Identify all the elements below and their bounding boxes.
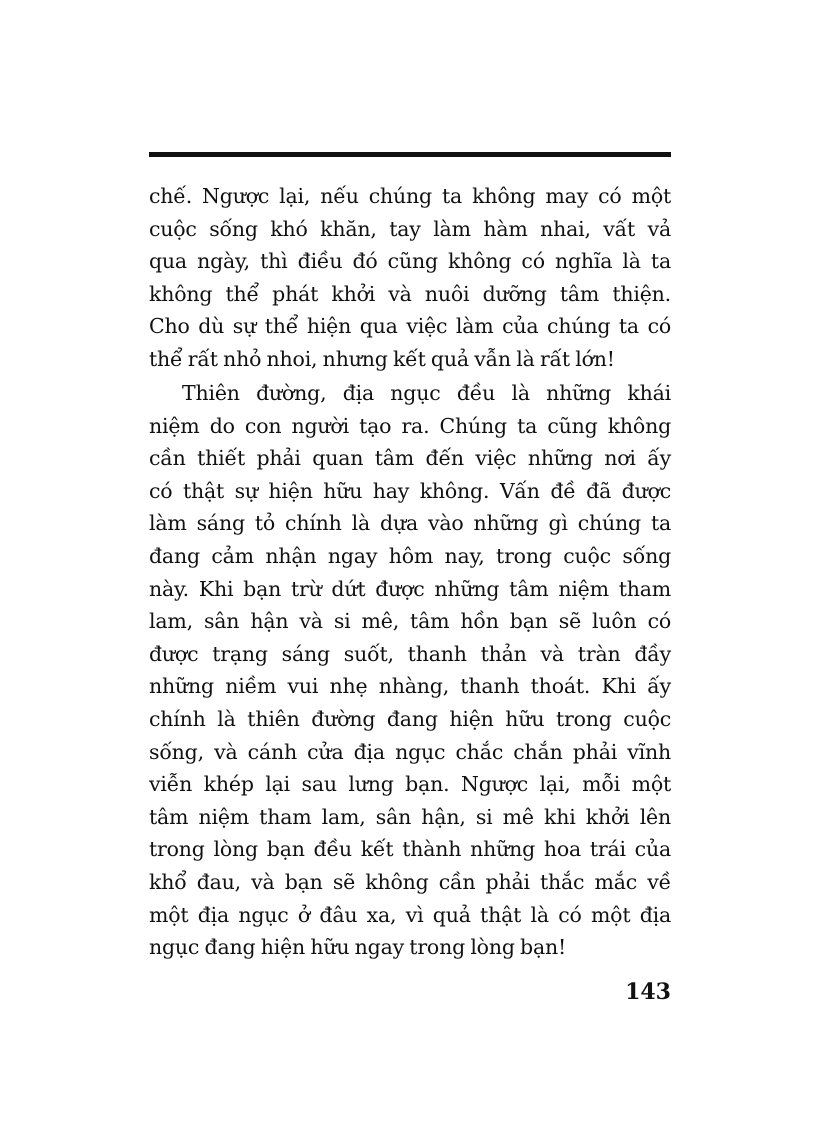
paragraph-2: [149, 377, 671, 964]
text-line: làm sáng tỏ chính là dựa vào những gì chúng ta: [149, 511, 671, 536]
text-line: đang cảm nhận ngay hôm nay, trong cuộc sống: [149, 543, 671, 568]
text-line: này. Khi bạn trừ dứt được những tâm niệm tham: [149, 576, 671, 601]
text-line: được trạng sáng suốt, thanh thản và tràn đầy: [149, 641, 671, 666]
text-line: Thiên đường, địa ngục đều là những khái: [182, 381, 671, 405]
page-number: 143: [625, 979, 671, 1005]
text-line: những niềm vui nhẹ nhàng, thanh thoát. Khi ấy: [149, 674, 671, 699]
text-line: chế. Ngược lại, nếu chúng ta không may có một: [149, 184, 671, 208]
text-line: một địa ngục ở đâu xa, vì quả thật là có một địa: [149, 902, 671, 927]
text-line: lam, sân hận và si mê, tâm hồn bạn sẽ luôn có: [149, 609, 671, 634]
text-line: trong lòng bạn đều kết thành những hoa trái của: [149, 837, 671, 862]
text-line: qua ngày, thì điều đó cũng không có nghĩa là ta: [149, 249, 671, 274]
text-line: cuộc sống khó khăn, tay làm hàm nhai, vất vả: [149, 216, 671, 241]
text-line: tâm niệm tham lam, sân hận, si mê khi khởi lên: [149, 804, 671, 829]
text-line: Cho dù sự thể hiện qua việc làm của chúng ta có: [149, 314, 671, 339]
text-line: niệm do con người tạo ra. Chúng ta cũng không: [149, 413, 671, 438]
header-rule: [149, 152, 671, 157]
text-line: khổ đau, và bạn sẽ không cần phải thắc mắc về: [149, 869, 671, 894]
paragraph-1: [149, 180, 671, 376]
text-line: thể rất nhỏ nhoi, nhưng kết quả vẫn là rất lớn!: [149, 346, 615, 371]
text-line: cần thiết phải quan tâm đến việc những nơi ấy: [149, 446, 671, 471]
text-line: không thể phát khởi và nuôi dưỡng tâm thiện.: [149, 281, 671, 306]
text-line: có thật sự hiện hữu hay không. Vấn đề đã được: [149, 478, 671, 503]
text-line: chính là thiên đường đang hiện hữu trong cuộc: [149, 706, 671, 731]
text-line: sống, và cánh cửa địa ngục chắc chắn phải vĩnh: [149, 739, 671, 764]
text-line: viễn khép lại sau lưng bạn. Ngược lại, mỗi một: [149, 772, 671, 797]
text-line: ngục đang hiện hữu ngay trong lòng bạn!: [149, 935, 567, 960]
